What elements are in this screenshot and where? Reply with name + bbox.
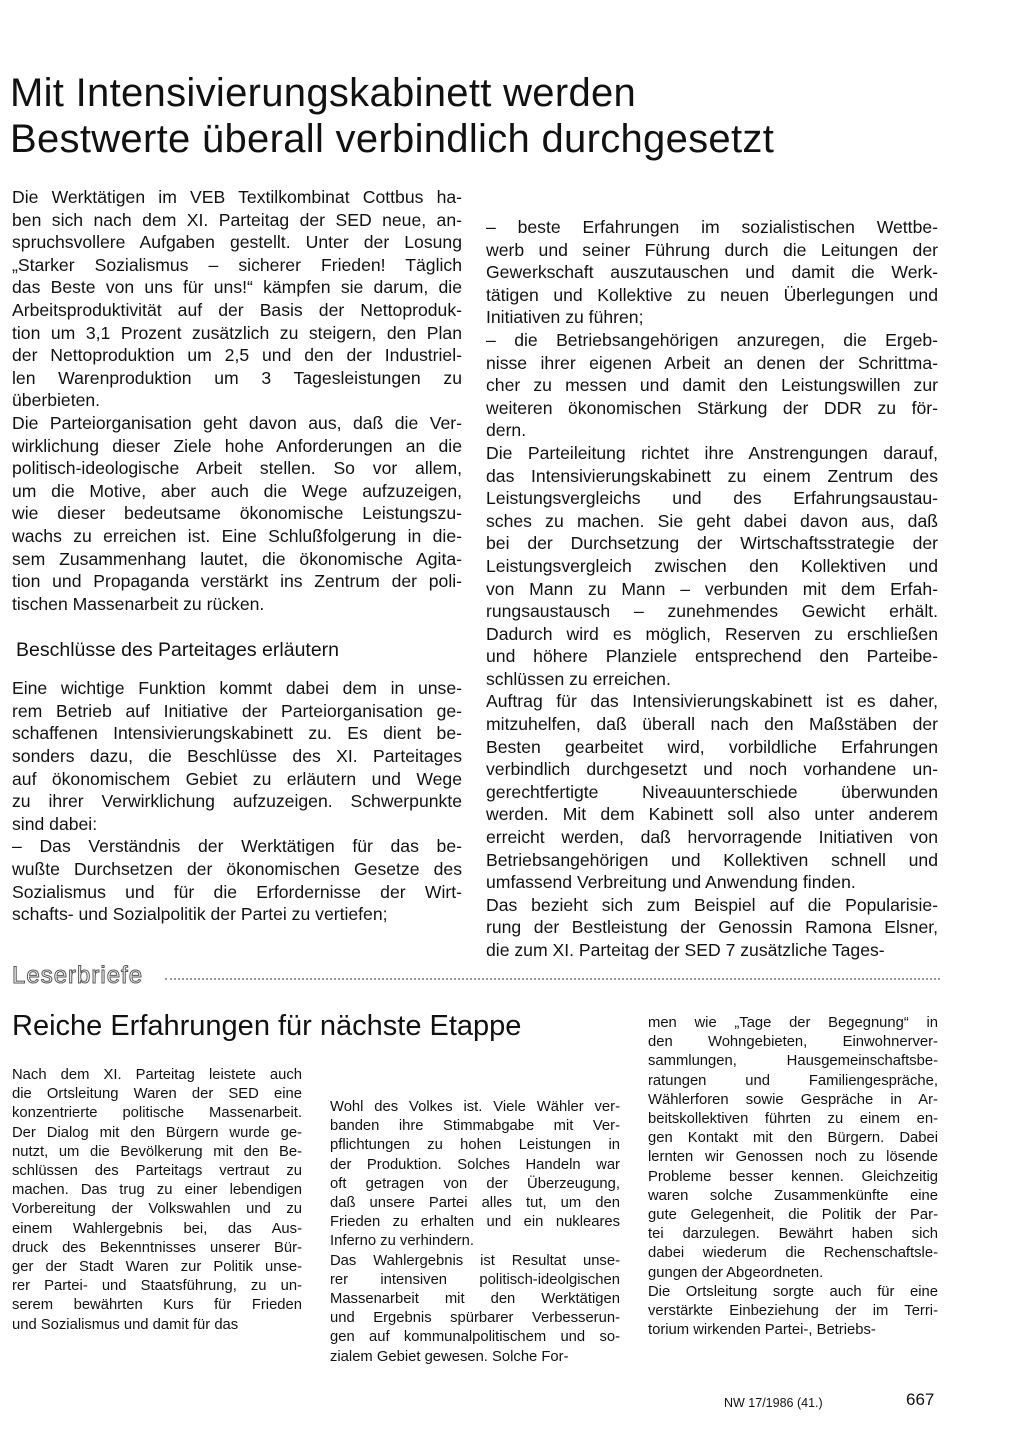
text-line: die Ortsleitung Waren der SED eine (12, 1086, 302, 1103)
text-line: gen Kontakt mit den Bürgern. Dabei (648, 1130, 938, 1147)
text-line: wußte Durchsetzen der ökonomischen Gesetze des (12, 859, 462, 880)
text-line: dern. (486, 420, 527, 441)
text-line: wachs zu erreichen ist. Eine Schlußfolgerung in die- (12, 525, 462, 546)
text-line: Arbeitsproduktivität auf der Basis der Nettoproduk- (12, 299, 462, 320)
text-line: ben sich nach dem XI. Parteitag der SED neue, an- (12, 209, 462, 230)
text-line: gen auf kommunalpolitischem und so- (330, 1329, 620, 1346)
text-line: tion und Propaganda verstärkt ins Zentrum der poli- (12, 571, 462, 592)
letter-title: Reiche Erfahrungen für nächste Etappe (12, 1010, 522, 1042)
text-line: Der Dialog mit den Bürgern wurde ge- (12, 1124, 302, 1141)
text-line: auf ökonomischem Gebiet zu erläutern und Wege (12, 768, 462, 789)
paragraph (486, 894, 938, 962)
paragraph (12, 1066, 302, 1335)
text-line: serem bewährten Kurs für Frieden (12, 1297, 302, 1314)
text-line: daß unsere Partei alles tut, um den (330, 1195, 620, 1212)
text-line: Gewerkschaft auszutauschen und damit die Werk- (486, 262, 938, 283)
letter-column-3 (648, 1014, 938, 1340)
text-line: verbindlich durchgesetzt und noch vorhandene un- (486, 759, 938, 780)
text-line: umfassend Verbreitung und Anwendung finden. (486, 872, 856, 893)
text-line: men wie „Tage der Begegnung“ in (648, 1015, 938, 1031)
text-line: den Wohngebieten, Einwohnerver- (648, 1034, 938, 1051)
text-line: sches zu machen. Sie geht dabei davon aus, daß (486, 510, 938, 531)
letter-column-2 (330, 1098, 620, 1367)
text-line: Frieden zu erhalten und ein nukleares (330, 1214, 620, 1231)
text-line: Nach dem XI. Parteitag leistete auch (12, 1067, 302, 1083)
text-line: rem Betrieb auf Initiative der Parteiorganisation ge- (12, 700, 462, 721)
text-line: wirklichung dieser Ziele hohe Anforderungen an die (12, 435, 462, 456)
text-line: zu ihrer Verwirklichung aufzuzeigen. Schwerpunkte (12, 791, 462, 812)
text-line: sind dabei: (12, 813, 98, 834)
text-line: das Beste von uns für uns!“ kämpfen sie darum, die (12, 277, 462, 298)
text-line: pflichtungen zu hohen Leistungen in (330, 1137, 620, 1154)
text-line: zialem Gebiet gewesen. Solche For- (330, 1348, 569, 1365)
article-column-1 (12, 186, 462, 926)
text-line: rer intensiven politisch-ideolgischen (330, 1271, 620, 1288)
text-line: sem Zusammenhang lautet, die ökonomische Agita- (12, 548, 462, 569)
text-line: konzentrierte politische Massenarbeit. (12, 1105, 302, 1122)
text-line: werden. Mit dem Kabinett soll also unter anderem (486, 804, 938, 825)
text-line: und Ergebnis spürbarer Verbesserun- (330, 1310, 620, 1327)
letter-column-1 (12, 1066, 302, 1335)
article-column-2 (486, 216, 938, 962)
text-line: lernten wir Genossen noch zu lösende (648, 1149, 938, 1166)
text-line: schlüssen zu erreichen. (486, 668, 671, 689)
text-line: spruchsvollere Aufgaben gestellt. Unter der Losung (12, 232, 462, 253)
text-line: der Nettoproduktion um 2,5 und den der Industriel- (12, 345, 462, 366)
paragraph (486, 442, 938, 691)
text-line: tischen Massenarbeit zu rücken. (12, 593, 265, 614)
text-line: werb und seiner Führung durch die Leitungen der (486, 239, 938, 260)
text-line: druck des Bekenntnisses unserer Bür- (12, 1239, 302, 1256)
text-line: torium wirkenden Partei-, Betriebs- (648, 1322, 876, 1339)
text-line: Die Werktätigen im VEB Textilkombinat Cottbus ha- (12, 187, 462, 207)
text-line: „Starker Sozialismus – sicherer Frieden! Täglich (12, 254, 462, 275)
text-line: schlüssen des Parteitags vertraut zu (12, 1163, 302, 1180)
text-line: nisse ihrer eigenen Arbeit an denen der Schrittma- (486, 352, 938, 373)
text-line: überbieten. (12, 390, 101, 411)
text-line: beitskollektiven führten zu einem en- (648, 1111, 938, 1128)
paragraph (486, 216, 938, 329)
text-line: Leistungsvergleich zwischen den Kollektiven und (486, 555, 938, 576)
text-line: erreicht werden, daß hervorragende Initiativen von (486, 827, 938, 848)
text-line: – die Betriebsangehörigen anzuregen, die Ergeb- (486, 329, 938, 350)
paragraph (330, 1098, 620, 1252)
paragraph (486, 690, 938, 893)
text-line: tei darzulegen. Bewährt haben sich (648, 1226, 938, 1243)
text-line: sonders dazu, die Beschlüsse des XI. Parteitages (12, 746, 462, 767)
text-line: das Intensivierungskabinett zu einem Zentrum des (486, 465, 938, 486)
paragraph (486, 329, 938, 442)
text-line: ratungen und Familiengespräche, (648, 1072, 938, 1089)
page-number: 667 (906, 1390, 935, 1409)
text-line: Initiativen zu führen; (486, 307, 644, 328)
paragraph (330, 1252, 620, 1367)
text-line: Besten gearbeitet wird, vorbildliche Erfahrungen (486, 736, 938, 757)
text-line: mitzuhelfen, daß überall nach den Maßstäben der (486, 714, 938, 735)
section-divider (165, 978, 940, 980)
text-line: rungsaustausch – zunehmendes Gewicht erhält. (486, 601, 938, 622)
paragraph (12, 835, 462, 925)
subheading: Beschlüsse des Parteitages erläutern (16, 639, 340, 662)
text-line: Auftrag für das Intensivierungskabinett ist es daher, (486, 691, 938, 712)
text-line: sammlungen, Hausgemeinschaftsbe- (648, 1053, 938, 1070)
paragraph (648, 1283, 938, 1341)
text-line: rer Partei- und Staatsführung, zu un- (12, 1278, 302, 1295)
text-line: nutzt, um die Bevölkerung mit den Be- (12, 1143, 302, 1160)
text-line: bei der Durchsetzung der Wirtschaftsstrategie der (486, 533, 938, 554)
text-line: die zum XI. Parteitag der SED 7 zusätzliche Tages- (486, 940, 885, 960)
paragraph (648, 1014, 938, 1283)
text-line: schaffenen Intensivierungskabinett zu. Es dient be- (12, 723, 462, 744)
text-line: dabei wiederum die Rechenschaftsle- (648, 1245, 938, 1262)
text-line: Probleme besser kennen. Gleichzeitig (648, 1168, 938, 1185)
text-line: waren solche Zusammenkünfte eine (648, 1187, 938, 1204)
text-line: gute Gelegenheit, die Politik der Par- (648, 1207, 938, 1224)
text-line: einem Wahlergebnis bei, das Aus- (12, 1220, 302, 1237)
text-line: Massenarbeit mit den Werktätigen (330, 1291, 620, 1308)
text-line: tion um 3,1 Prozent zusätzlich zu steigern, den Plan (12, 322, 462, 343)
text-line: um die Motive, aber auch die Wege aufzuzeigen, (12, 480, 462, 501)
text-line: Das Wahlergebnis ist Resultat unse- (330, 1252, 620, 1269)
text-line: Inferno zu verhindern. (330, 1233, 474, 1250)
text-line: politisch-ideologische Arbeit stellen. So vor allem, (12, 458, 462, 479)
title-line: Mit Intensivierungskabinett werden (10, 71, 637, 115)
text-line: Die Ortsleitung sorgte auch für eine (648, 1283, 938, 1300)
text-line: Die Parteiorganisation geht davon aus, daß die Ver- (12, 412, 462, 433)
text-line: – Das Verständnis der Werktätigen für das be- (12, 836, 462, 857)
text-line: Wählerforen sowie Gespräche in Ar- (648, 1091, 938, 1108)
article-title (10, 70, 990, 162)
text-line: Das bezieht sich zum Beispiel auf die Popularisie- (486, 894, 938, 915)
paragraph (12, 412, 462, 615)
text-line: verstärkte Einbeziehung der im Terri- (648, 1303, 938, 1320)
text-line: und Sozialismus und damit für das (12, 1316, 239, 1333)
text-line: Sozialismus und für die Erfordernisse der Wirt- (12, 881, 462, 902)
text-line: gungen der Abgeordneten. (648, 1264, 824, 1281)
text-line: wie dieser bedeutsame ökonomische Leistungszu- (12, 503, 462, 524)
text-line: schafts- und Sozialpolitik der Partei zu vertiefen; (12, 904, 388, 925)
text-line: machen. Das trug zu einer lebendigen (12, 1182, 302, 1199)
text-line: cher zu messen und damit den Leistungswillen zur (486, 375, 938, 396)
text-line: weiteren ökonomischen Stärkung der DDR zu för- (486, 397, 938, 418)
section-label: Leserbriefe (12, 962, 144, 989)
title-line: Bestwerte überall verbindlich durchgesetzt (10, 117, 775, 161)
text-line: und höhere Planziele entsprechend den Parteibe- (486, 646, 938, 667)
text-line: Betriebsangehörigen und Kollektiven schnell und (486, 849, 938, 870)
text-line: Dadurch wird es möglich, Reserven zu erschließen (486, 623, 938, 644)
paragraph (12, 186, 462, 412)
text-line: Leistungsvergleichs und des Erfahrungsaustau- (486, 488, 938, 509)
text-line: – beste Erfahrungen im sozialistischen Wettbe- (486, 217, 938, 237)
text-line: Die Parteileitung richtet ihre Anstrengungen darauf, (486, 442, 938, 463)
text-line: banden ihre Stimmabgabe mit Ver- (330, 1118, 620, 1135)
text-line: Vorbereitung der Volkswahlen und zu (12, 1201, 302, 1218)
paragraph (12, 677, 462, 835)
text-line: oft getragen von der Überzeugung, (330, 1175, 620, 1192)
text-line: gerechtfertigte Niveauunterschiede überwunden (486, 781, 938, 802)
text-line: ger der Stadt Waren zur Politik unse- (12, 1259, 302, 1276)
text-line: Wohl des Volkes ist. Viele Wähler ver- (330, 1099, 620, 1115)
text-line: Eine wichtige Funktion kommt dabei dem in unse- (12, 678, 462, 699)
issue-reference: NW 17/1986 (41.) (724, 1396, 823, 1410)
text-line: der Produktion. Solches Handeln war (330, 1156, 620, 1173)
text-line: tätigen und Kollektive zu neuen Überlegungen und (486, 284, 938, 305)
text-line: von Mann zu Mann – verbunden mit dem Erfah- (486, 578, 938, 599)
text-line: len Warenproduktion um 3 Tagesleistungen zu (12, 367, 462, 388)
text-line: rung der Bestleistung der Genossin Ramona Elsner, (486, 917, 938, 938)
